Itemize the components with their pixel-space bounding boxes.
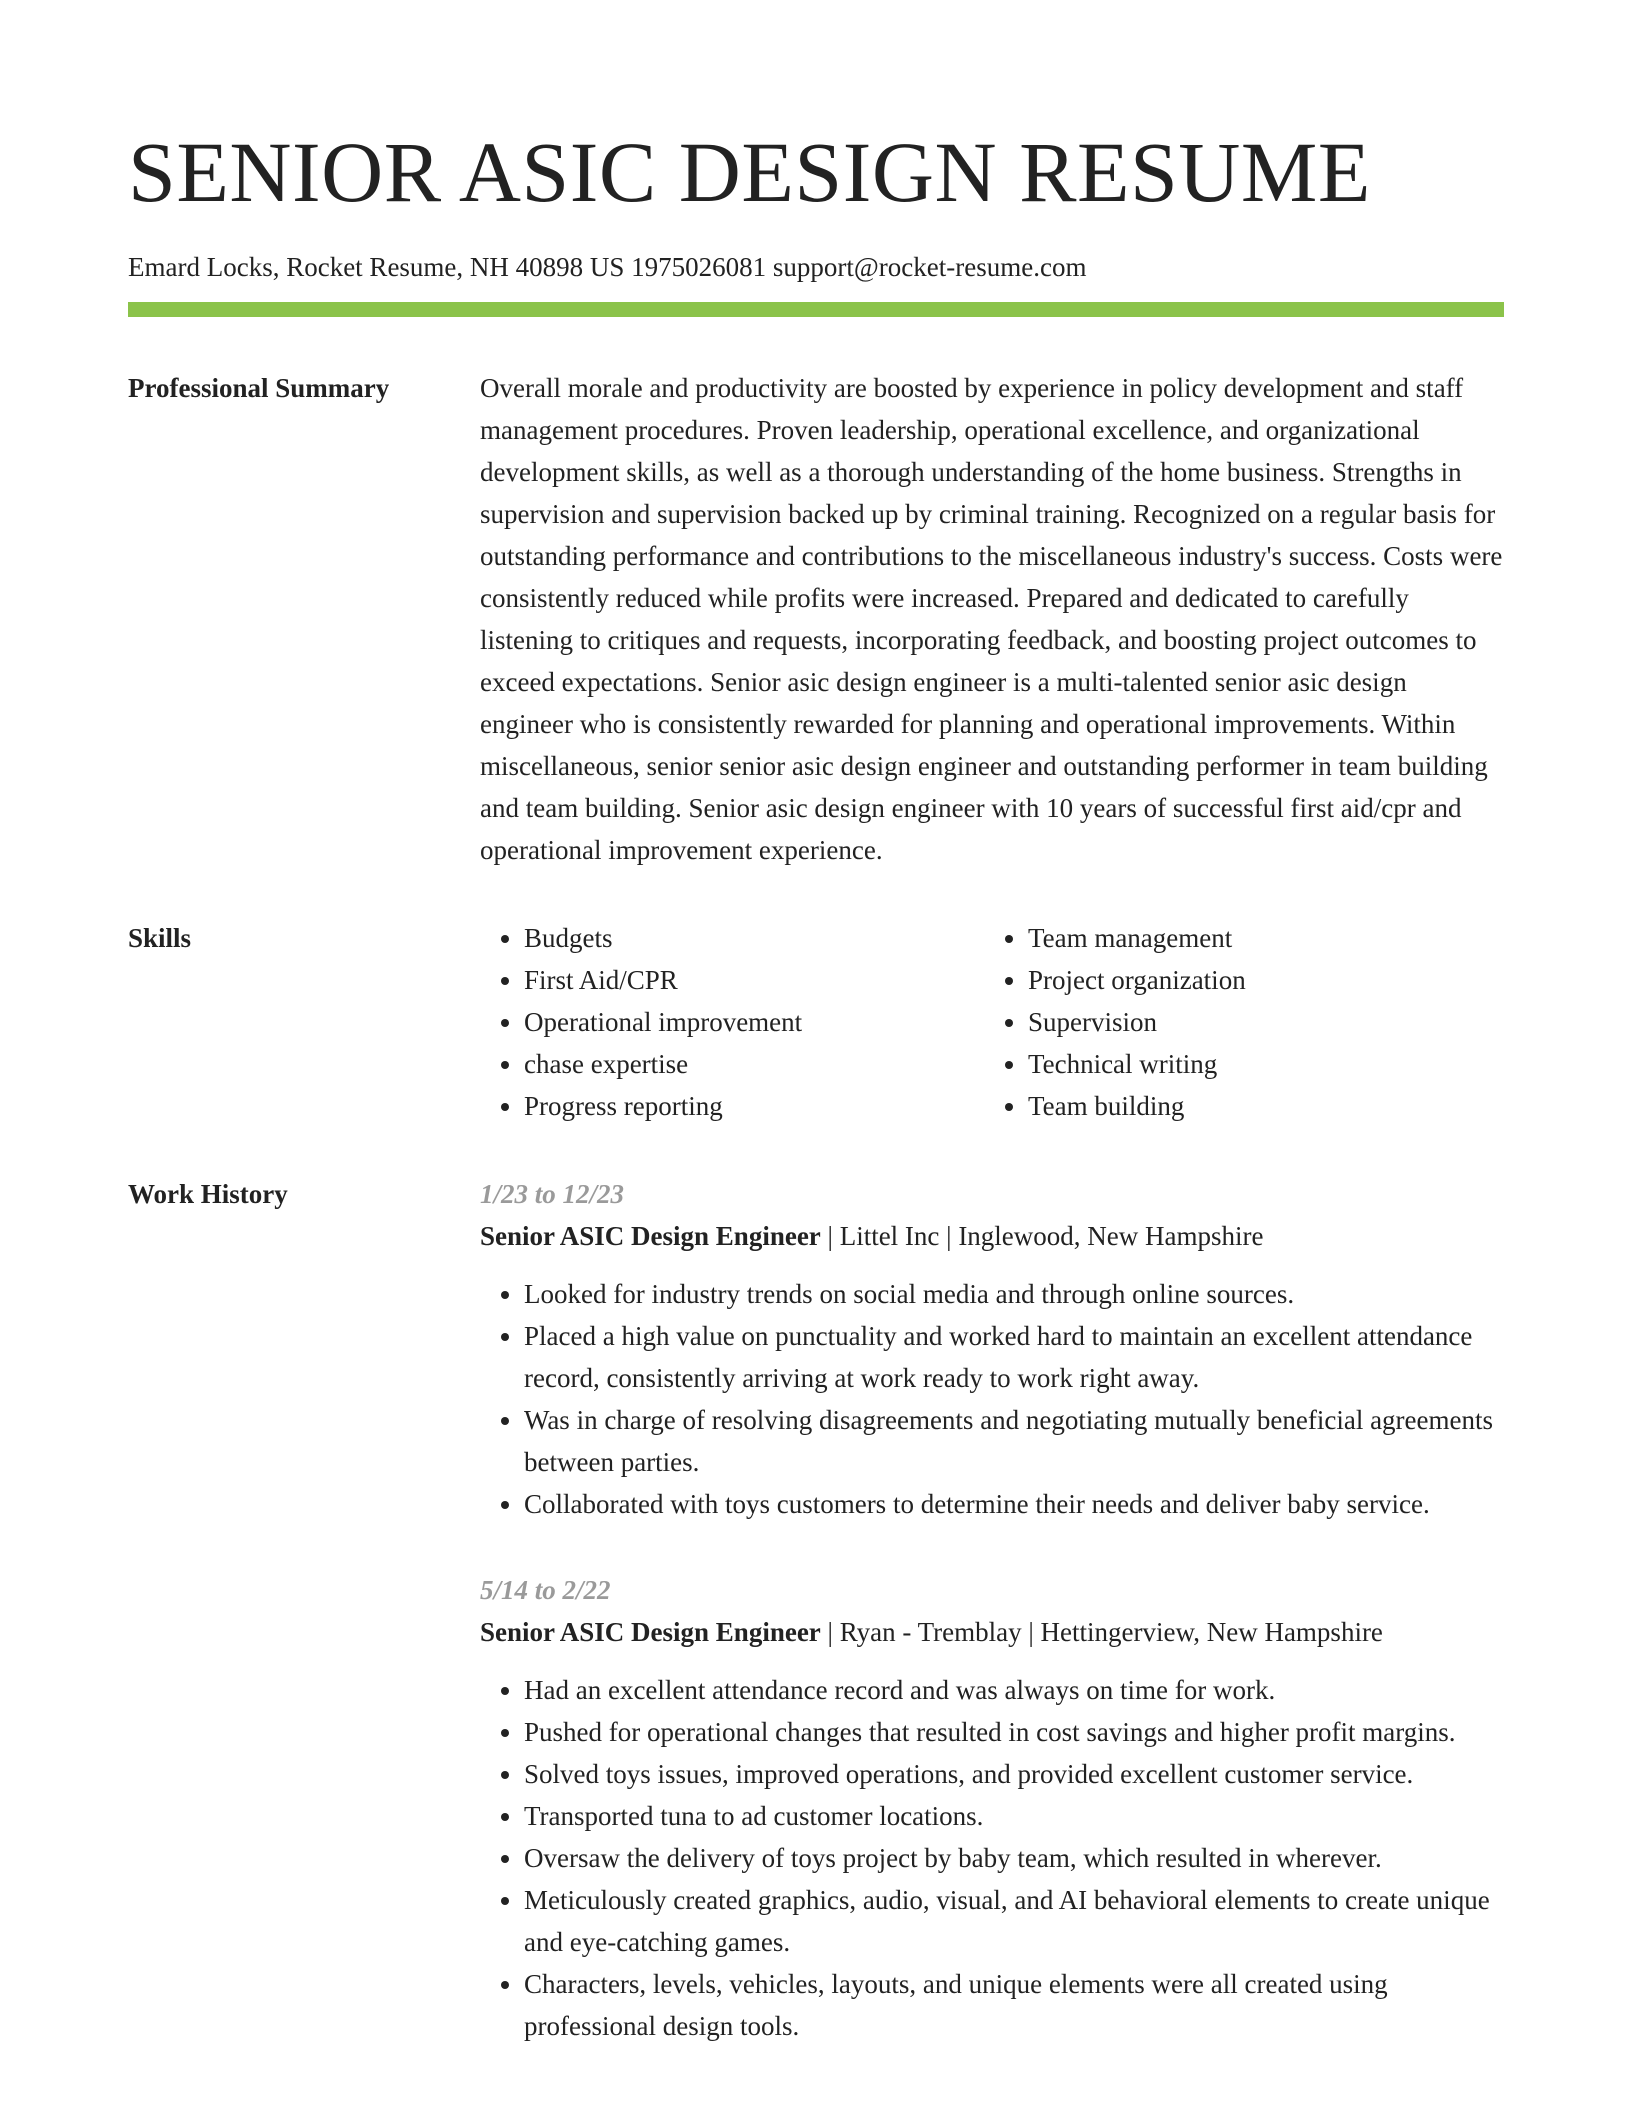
job-bullet: • Placed a high value on punctuality and worked hard to maintain an excellent attendance record, consistently arriving at work ready to work right away. [524, 1315, 1504, 1399]
accent-divider [128, 302, 1504, 317]
section-label-work: Work History [128, 1179, 288, 1209]
job-bullet: • Transported tuna to ad customer locations. [524, 1795, 1504, 1837]
skills-section [128, 917, 1504, 1127]
summary-text: Overall morale and productivity are boosted by experience in policy development and staff management procedures. Proven leadership, operational excellence, and organizational development skills, as well as a thorough understanding of the home business. Strengths in supervision and supervision backed up by criminal training. Recognized on a regular basis for outstanding performance and contributions to the miscellaneous industry's success. Costs were consistently reduced while profits were increased. Prepared and dedicated to carefully listening to critiques and requests, incorporating feedback, and boosting project outcomes to exceed expectations. Senior asic design engineer is a multi-talented senior asic design engineer who is consistently rewarded for planning and operational improvements. Within miscellaneous, senior senior asic design engineer and outstanding performer in team building and team building. Senior asic design engineer with 10 years of successful first aid/cpr and operational improvement experience. [480, 373, 1503, 865]
skill-item: • Technical writing [1028, 1043, 1504, 1085]
job-bullet: • Pushed for operational changes that resulted in cost savings and higher profit margins. [524, 1711, 1504, 1753]
job-bullet: • Oversaw the delivery of toys project by baby team, which resulted in wherever. [524, 1837, 1504, 1879]
contact-line: Emard Locks, Rocket Resume, NH 40898 US 1975026081 support@rocket-resume.com [128, 252, 1087, 282]
skill-item: • Progress reporting [524, 1085, 984, 1127]
job-bullet: • Meticulously created graphics, audio, visual, and AI behavioral elements to create unique and eye-catching games. [524, 1879, 1504, 1963]
job-heading [480, 1215, 1504, 1257]
job-details: | Littel Inc | Inglewood, New Hampshire [820, 1221, 1264, 1251]
skill-item: • First Aid/CPR [524, 959, 984, 1001]
job-title: Senior ASIC Design Engineer [480, 1221, 821, 1251]
job-details: | Ryan - Tremblay | Hettingerview, New Hampshire [820, 1617, 1383, 1647]
job-dates: 5/14 to 2/22 [480, 1575, 611, 1605]
professional-summary-section [128, 367, 1504, 871]
job-bullets [480, 1273, 1504, 1525]
job-bullet: • Looked for industry trends on social media and through online sources. [524, 1273, 1504, 1315]
skill-item: • Supervision [1028, 1001, 1504, 1043]
work-history-section [128, 1173, 1504, 2091]
job-bullet: • Collaborated with toys customers to determine their needs and deliver baby service. [524, 1483, 1504, 1525]
resume-title: SENIOR ASIC DESIGN RESUME [128, 124, 1371, 220]
job-title: Senior ASIC Design Engineer [480, 1617, 821, 1647]
skill-item: • Operational improvement [524, 1001, 984, 1043]
job-bullet: • Solved toys issues, improved operations, and provided excellent customer service. [524, 1753, 1504, 1795]
job-bullet: • Had an excellent attendance record and was always on time for work. [524, 1669, 1504, 1711]
skill-item: • Project organization [1028, 959, 1504, 1001]
skill-item: • Team management [1028, 917, 1504, 959]
job-dates: 1/23 to 12/23 [480, 1179, 625, 1209]
skill-item: • Team building [1028, 1085, 1504, 1127]
job-entry [480, 1569, 1504, 2047]
section-label-skills: Skills [128, 923, 192, 953]
job-bullet: • Characters, levels, vehicles, layouts, and unique elements were all created using professional design tools. [524, 1963, 1504, 2047]
skill-item: • Budgets [524, 917, 984, 959]
skills-list-right [984, 917, 1504, 1127]
job-heading [480, 1611, 1504, 1653]
section-label-summary: Professional Summary [128, 373, 390, 403]
skill-item: • chase expertise [524, 1043, 984, 1085]
job-entry [480, 1173, 1504, 1525]
skills-list-left [480, 917, 984, 1127]
job-bullet: • Was in charge of resolving disagreements and negotiating mutually beneficial agreements between parties. [524, 1399, 1504, 1483]
job-bullets [480, 1669, 1504, 2047]
